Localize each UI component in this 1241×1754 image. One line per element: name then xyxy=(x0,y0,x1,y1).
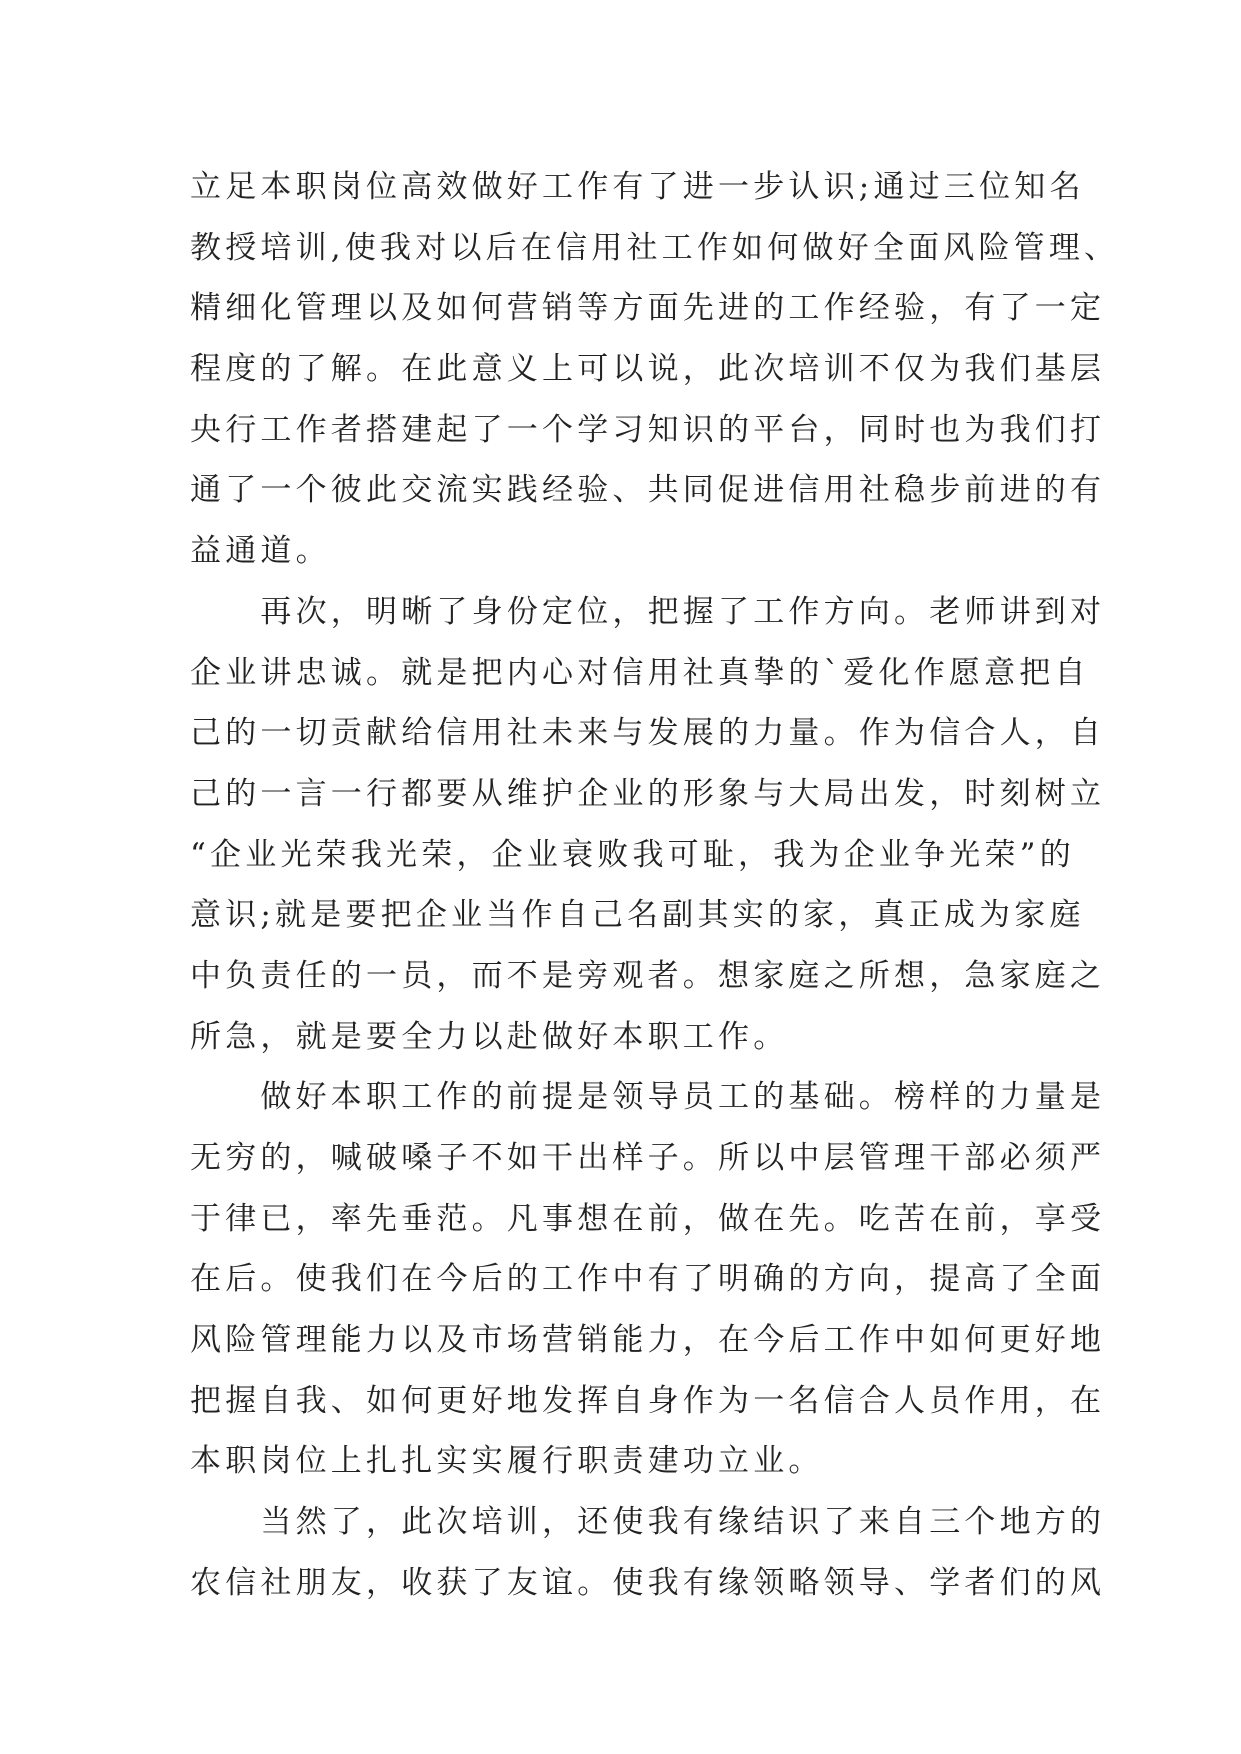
text-line: 再次，明晰了身份定位，把握了工作方向。老师讲到对 xyxy=(190,593,1106,630)
text-line: 立足本职岗位高效做好工作有了进一步认识;通过三位知名 xyxy=(190,169,1085,205)
text-line: 教授培训,使我对以后在信用社工作如何做好全面风险管理、 xyxy=(190,229,1120,266)
text-line: 在后。使我们在今后的工作中有了明确的方向，提高了全面 xyxy=(190,1261,1106,1298)
text-line: 风险管理能力以及市场营销能力，在今后工作中如何更好地 xyxy=(190,1322,1106,1359)
text-line: 央行工作者搭建起了一个学习知识的平台，同时也为我们打 xyxy=(190,411,1106,448)
text-line: 程度的了解。在此意义上可以说，此次培训不仅为我们基层 xyxy=(190,351,1106,388)
text-line: 意识;就是要把企业当作自己名副其实的家，真正成为家庭 xyxy=(190,897,1085,934)
text-line: 通了一个彼此交流实践经验、共同促进信用社稳步前进的有 xyxy=(190,472,1106,509)
text-line: 己的一切贡献给信用社未来与发展的力量。作为信合人，自 xyxy=(190,715,1106,752)
text-line: 本职岗位上扎扎实实履行职责建功立业。 xyxy=(190,1443,824,1480)
text-line: 己的一言一行都要从维护企业的形象与大局出发，时刻树立 xyxy=(190,775,1106,812)
text-line: 精细化管理以及如何营销等方面先进的工作经验，有了一定 xyxy=(190,290,1106,327)
body-text xyxy=(190,157,1120,1614)
text-line: “企业光荣我光荣，企业衰败我可耻，我为企业争光荣”的 xyxy=(190,836,1075,873)
text-line: 农信社朋友，收获了友谊。使我有缘领略领导、学者们的风 xyxy=(190,1564,1106,1601)
text-line: 无穷的，喊破嗓子不如干出样子。所以中层管理干部必须严 xyxy=(190,1140,1106,1176)
text-line: 于律已，率先垂范。凡事想在前，做在先。吃苦在前，享受 xyxy=(190,1200,1106,1237)
text-line: 企业讲忠诚。就是把内心对信用社真挚的`爱化作愿意把自 xyxy=(190,654,1090,691)
text-line: 做好本职工作的前提是领导员工的基础。榜样的力量是 xyxy=(190,1079,1106,1116)
text-line: 把握自我、如何更好地发挥自身作为一名信合人员作用，在 xyxy=(190,1382,1106,1419)
text-line: 当然了，此次培训，还使我有缘结识了来自三个地方的 xyxy=(190,1504,1106,1541)
text-line: 中负责任的一员，而不是旁观者。想家庭之所想，急家庭之 xyxy=(190,957,1106,994)
text-line: 益通道。 xyxy=(190,533,331,570)
text-line: 所急，就是要全力以赴做好本职工作。 xyxy=(190,1018,789,1055)
